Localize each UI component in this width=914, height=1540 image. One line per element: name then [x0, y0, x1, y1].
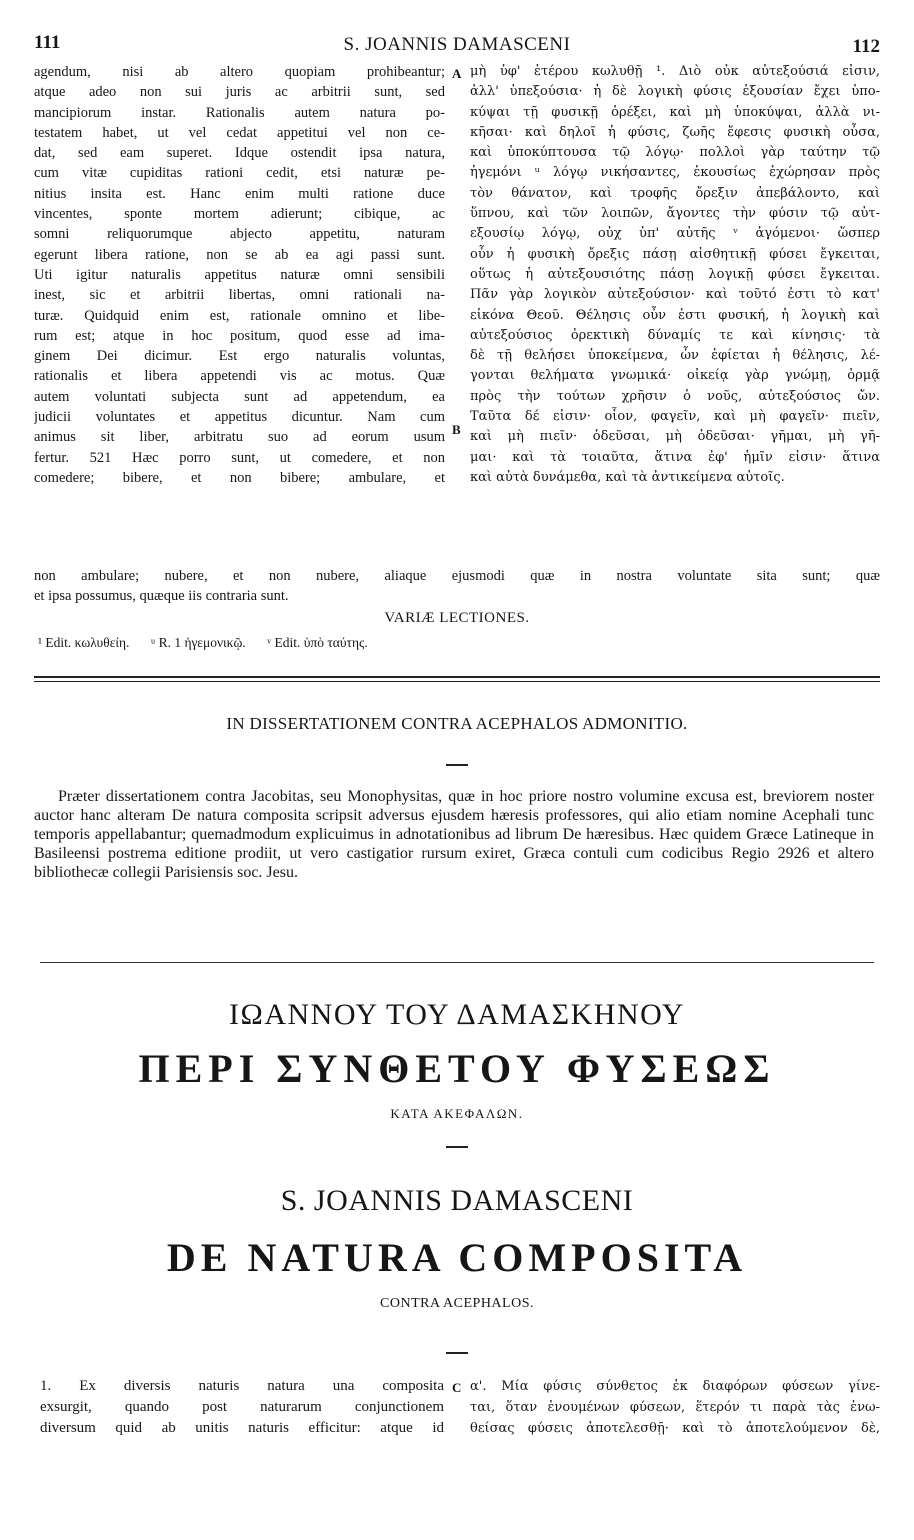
greek-title-work: ΠΕΡΙ ΣΥΝΘΕΤΟΥ ΦΥΣΕΩΣ: [138, 1046, 776, 1091]
text-line: somni reliquorumque abjecto appetitu, naturam: [34, 226, 445, 243]
text-line: κύψαι τῇ φυσικῇ ὀρέξει, καὶ μὴ ὑποκύψαι, ἀλλὰ νι-: [470, 104, 880, 120]
text-line: cum vitæ cupiditas rationi cedit, etsi naturæ pe-: [34, 165, 445, 182]
text-line: γονται θελήματα γνωμικά· οἰκείᾳ γὰρ γνώμῃ, ὁρμᾷ: [470, 368, 880, 384]
margin-letter-a: A: [452, 66, 462, 81]
latin-title-subtitle: CONTRA ACEPHALOS.: [380, 1296, 534, 1311]
latin-column: [34, 62, 445, 488]
variant-reading: ᵛ Edit. ὑπὸ ταύτης.: [267, 635, 368, 650]
text-line: rum est; atque in hoc positum, quod esse ad ima-: [34, 327, 445, 344]
greek-title-subtitle: ΚΑΤΑ ΑΚΕΦΑΛΩΝ.: [390, 1106, 524, 1121]
greek-column: [470, 62, 880, 488]
divider-rule: [40, 962, 874, 963]
text-line: non ambulare; nubere, et non nubere, aliaque ejusmodi quæ in nostra voluntate sita sunt; quæ: [34, 568, 880, 584]
text-line: diversum quid ab unitis naturis efficitur: atque id: [40, 1420, 444, 1436]
text-line: καὶ μὴ πιεῖν· ὁδεῦσαι, μὴ ὁδεῦσαι· γῆμαι, μὴ γῆ-: [470, 429, 880, 445]
full-width-text: [34, 566, 880, 607]
text-line: exsurgit, quando post naturarum conjunctionem: [40, 1399, 444, 1415]
text-line: πρὸς τὴν τούτων χρῆσιν ὁ νοῦς, αὐτεξούσιος ὤν.: [470, 388, 880, 404]
text-line: ginem Dei dicimur. Est ergo naturalis voluntas,: [34, 348, 445, 365]
running-title: S. JOANNIS DAMASCENI: [343, 34, 571, 55]
text-line: dat, sed eam superet. Idque ostendit ipsa natura,: [34, 145, 445, 162]
text-line: et ipsa possumus, quæque iis contraria sunt.: [34, 588, 289, 605]
text-line: τὸν θάνατον, καὶ τροφῆς ὄρεξιν ἀπεβάλοντο, καὶ: [470, 185, 880, 201]
text-line: testatem habet, ut vel cedat appetitui vel non ce-: [34, 124, 445, 141]
text-line: 1. Ex diversis naturis natura una composita: [40, 1378, 444, 1394]
admonitio-paragraph: Præter dissertationem contra Jacobitas, seu Monophysitas, quæ in hoc priore nostro volumine excusa est, breviorem noster auctor hanc alteram De natura composita scripsit adversus ejusdem hæresis professores, qui alio etiam nomine Acephali tunc temporis appellabantur; quemadmodum explicuimus in adnotationibus ad librum De hæresibus. Hæc quidem Græce Latineque in Basileensi postrema editione prodiit, ut vero castigatior rursum exiret, Græca contuli cum codicibus Regio 2926 et altero bibliothecæ collegii Parisiensis soc. Jesu.: [34, 788, 874, 881]
text-line: καὶ αὐτὰ δυνάμεθα, καὶ τὰ ἀντικείμενα αὐτοῖς.: [470, 469, 785, 485]
text-line: α'. Μία φύσις σύνθετος ἐκ διαφόρων φύσεων γίνε-: [470, 1379, 880, 1394]
text-line: μὴ ὑφ' ἑτέρου κωλυθῇ ¹. Διὸ οὐκ αὐτεξούσιά εἰσιν,: [470, 64, 880, 79]
divider-dash: [446, 1146, 468, 1148]
text-line: ἡγεμόνι ᵘ λόγῳ νικήσαντες, ἑκουσίως ἐχώρησαν πρὸς: [470, 165, 880, 181]
text-line: δὲ τῇ θελήσει ὑποκείμενα, ὧν ἐφίεται ἡ θέλησις, λέ-: [470, 348, 880, 364]
divider-rule: [34, 676, 880, 682]
admonitio-body: [34, 787, 874, 882]
variant-reading: ᵘ R. 1 ἡγεμονικῷ.: [150, 635, 246, 650]
text-line: ἀλλ' ὑπεξούσια· ἡ δὲ λογικὴ φύσις ἐξουσίαν ἔχει ὑπο-: [470, 84, 880, 100]
greek-title-author: ΙΩΑΝΝΟΥ ΤΟΥ ΔΑΜΑΣΚΗΝΟΥ: [229, 998, 685, 1031]
text-line: rationalis et libera appetendi vis ac motus. Quæ: [34, 368, 445, 385]
text-line: mancipiorum instar. Rationalis autem natura po-: [34, 104, 445, 121]
chapter1-greek: [470, 1376, 880, 1439]
text-line: εξουσίῳ λόγῳ, οὐχ ὑπ' αὐτῆς ᵛ ἀγόμενοι· ὥσπερ: [470, 226, 880, 242]
page-number-left: 111: [34, 32, 61, 53]
text-line: μαι· καὶ τὰ τοιαῦτα, ἅτινα ἐφ' ἡμῖν εἰσιν· ἅτινα: [470, 449, 880, 465]
text-line: κῆσαι· καὶ δηλοῖ ἡ φύσις, ζωῆς ἔφεσις φυσικὴ οὖσα,: [470, 124, 880, 140]
text-line: judicii voluntates et appetitus dicuntur. Nam cum: [34, 409, 445, 426]
text-line: καὶ ὑποκύπτουσα τῷ λόγῳ· πολλοὶ γὰρ ταύτην τῷ: [470, 145, 880, 161]
admonitio-title: IN DISSERTATIONEM CONTRA ACEPHALOS ADMONITIO.: [226, 714, 688, 733]
text-line: agendum, nisi ab altero quopiam prohibeantur;: [34, 64, 445, 80]
text-line: οὖν ἡ φυσικὴ ὄρεξις πάσῃ αἰσθητικῇ φύσει ἔγκειται,: [470, 246, 880, 262]
divider-dash: [446, 764, 468, 766]
text-line: comedere; bibere, et non bibere; ambulare, et: [34, 469, 445, 486]
text-line: οὕτως ἡ αὐτεξουσιότης πάσῃ λογικῇ φύσει ἔγκειται.: [470, 266, 880, 282]
margin-letter-c: C: [452, 1380, 462, 1395]
chapter1-latin: [40, 1376, 444, 1439]
latin-title-work: DE NATURA COMPOSITA: [166, 1235, 748, 1280]
text-line: autem voluntati subjecta sunt ad appetendum, ea: [34, 388, 445, 405]
text-line: Πᾶν γὰρ λογικὸν αὐτεξούσιον· καὶ τοῦτό ἐστι τὸ κατ': [470, 287, 880, 303]
text-line: inest, sic et arbitrii libertas, omni rationali na-: [34, 287, 445, 304]
text-line: Uti igitur naturalis appetitus naturæ omni sensibili: [34, 266, 445, 283]
page-header: [34, 30, 880, 60]
text-line: Ταῦτα δέ εἰσιν· οἷον, φαγεῖν, καὶ μὴ φαγεῖν· πιεῖν,: [470, 409, 880, 425]
page-number-right: 112: [852, 36, 880, 57]
text-line: vincentes, sponte mortem adierunt; cibique, ac: [34, 206, 445, 223]
text-line: αὐτεξούσιος ὀρεκτικὴ δύναμίς τε καὶ κίνησις· τὰ: [470, 327, 880, 343]
text-line: fertur. 521 Hæc porro sunt, ut comedere, et non: [34, 449, 445, 466]
latin-title-author: S. JOANNIS DAMASCENI: [280, 1184, 634, 1217]
variant-reading: ¹ Edit. κωλυθείη.: [38, 635, 130, 650]
margin-letter-b: B: [452, 422, 461, 437]
text-line: θείσας φύσεις ἀποτελεσθῇ· καὶ τὸ ἀποτελούμενον δὲ,: [470, 1421, 880, 1436]
variae-lectiones-title: VARIÆ LECTIONES.: [384, 610, 530, 626]
text-line: egerunt libera ratione, non se ab ea agi passi sunt.: [34, 246, 445, 263]
text-line: atque adeo non sui juris ac arbitrii sunt, sed: [34, 84, 445, 101]
text-line: nitius insita est. Hanc enim multi ratione duce: [34, 185, 445, 202]
text-line: turæ. Quidquid enim est, rationale omnino et libe-: [34, 307, 445, 324]
text-line: εἰκόνα Θεοῦ. Θέλησις οὖν ἐστι φυσική, ἡ λογικὴ καὶ: [470, 307, 880, 323]
text-line: animus sit liber, arbitratu suo ad eorum usum: [34, 429, 445, 446]
variae-lectiones-list: [38, 635, 386, 651]
divider-dash: [446, 1352, 468, 1354]
text-line: ὕπνου, καὶ τῶν λοιπῶν, ἄγοντες τὴν φύσιν τῷ αὐτ-: [470, 206, 880, 222]
text-line: ται, ὅταν ἑνουμένων φύσεων, ἕτερόν τι παρὰ τὰς ἑνω-: [470, 1400, 880, 1415]
